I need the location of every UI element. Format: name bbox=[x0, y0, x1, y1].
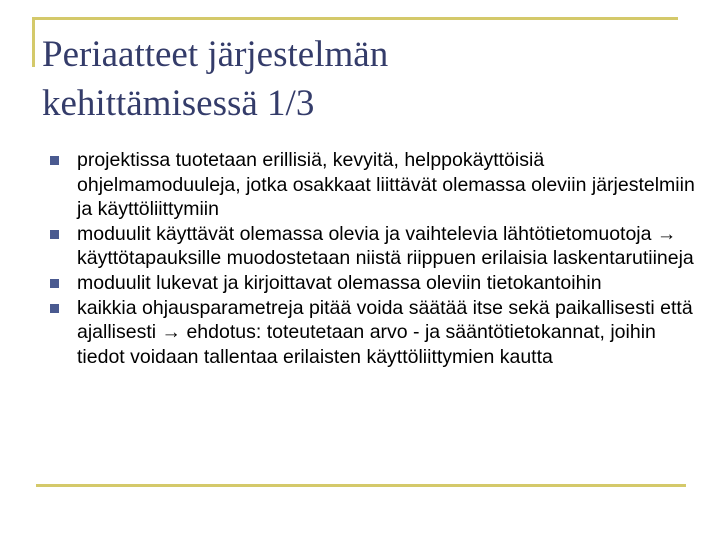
bullet-text-after: ehdotus: toteutetaan arvo - ja sääntötietokannat, joihin tiedot voidaan tallentaa erilaisten käyttöliittymien kautta bbox=[77, 321, 656, 368]
arrow-right-icon: → bbox=[656, 222, 677, 245]
top-rule bbox=[32, 17, 678, 20]
bullet-item bbox=[50, 296, 700, 370]
bullet-item bbox=[50, 148, 700, 222]
left-rule bbox=[32, 17, 35, 67]
square-bullet-icon bbox=[50, 279, 59, 288]
square-bullet-icon bbox=[50, 156, 59, 165]
slide-title bbox=[42, 30, 682, 128]
square-bullet-icon bbox=[50, 304, 59, 313]
title-line-1: Periaatteet järjestelmän bbox=[42, 34, 389, 75]
bullet-list bbox=[50, 148, 700, 369]
bullet-text: moduulit lukevat ja kirjoittavat olemassa oleviin tietokantoihin bbox=[77, 271, 602, 294]
square-bullet-icon bbox=[50, 230, 59, 239]
bullet-item bbox=[50, 271, 700, 296]
bottom-rule bbox=[36, 484, 686, 487]
arrow-right-icon: → bbox=[161, 321, 182, 344]
bullet-item bbox=[50, 222, 700, 271]
bullet-text-before: moduulit käyttävät olemassa olevia ja vaihtelevia lähtötietomuotoja bbox=[77, 222, 657, 245]
bullet-text: projektissa tuotetaan erillisiä, kevyitä, helppokäyttöisiä ohjelmamoduuleja, jotka osakkaat liittävät olemassa oleviin järjestelmiin ja käyttöliittymiin bbox=[77, 149, 695, 221]
title-line-2: kehittämisessä 1/3 bbox=[42, 83, 315, 124]
bullet-text-before: kaikkia ohjausparametreja pitää voida säätää itse sekä paikallisesti että ajallisesti bbox=[77, 296, 693, 344]
bullet-text-after: käyttötapauksille muodostetaan niistä riippuen erilaisia laskentarutiineja bbox=[77, 247, 694, 270]
